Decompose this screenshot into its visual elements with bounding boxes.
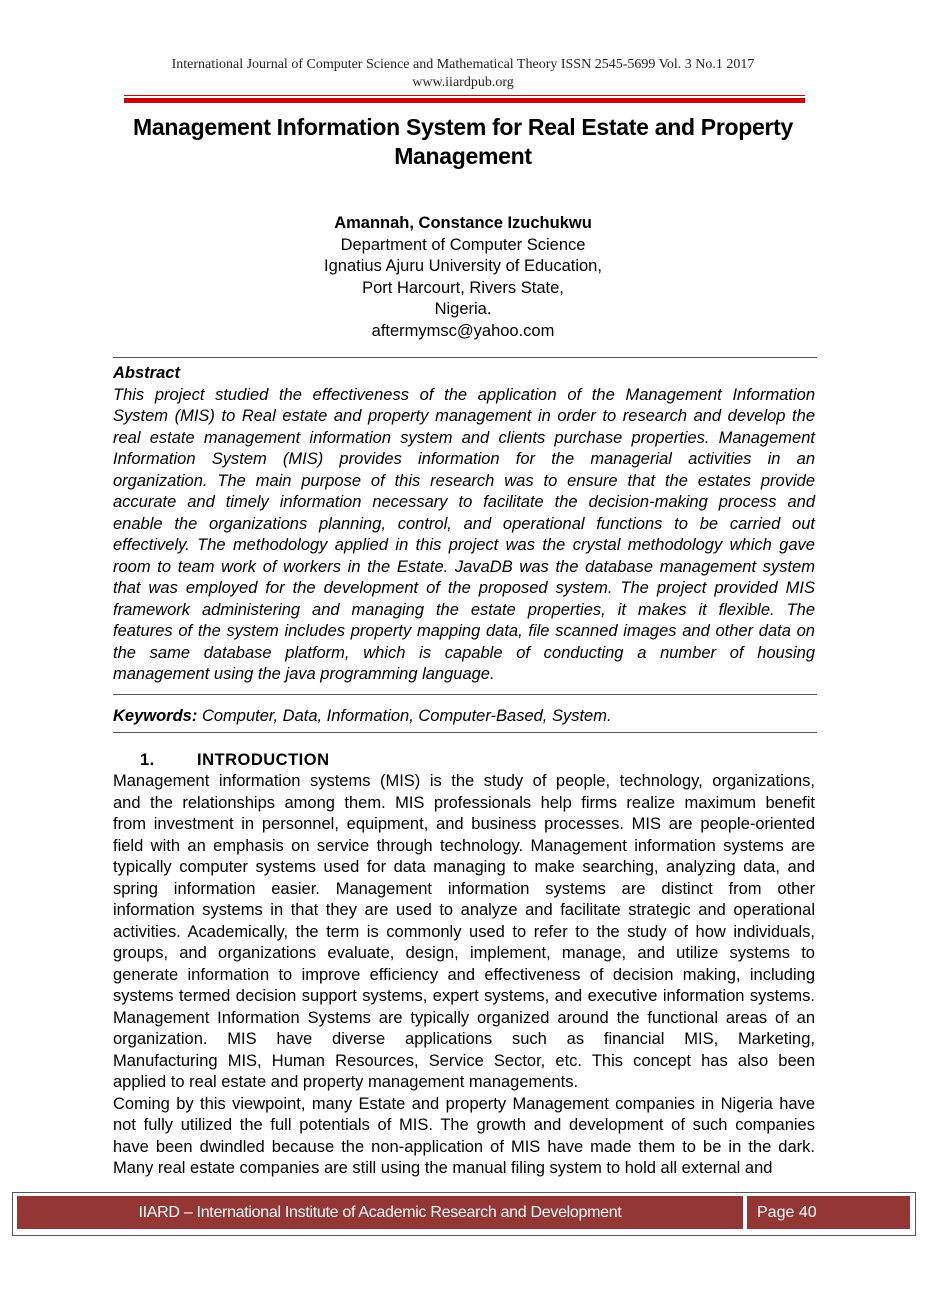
keywords [113,706,815,728]
introduction-body [113,771,815,1180]
text-line: System (MIS) to Real estate and property management in order to research and develop the [113,407,815,425]
text-line: not fully utilized the full potentials of MIS. The growth and development of such companies [113,1116,815,1134]
keywords-rule [113,732,817,733]
text-line: organization. MIS have diverse applications such as financial MIS, Marketing, [113,1030,815,1048]
section-number: 1. [140,751,155,769]
text-line: groups, and organizations evaluate, design, implement, manage, and utilize systems to [113,944,815,962]
text-line: that was employed for the development of the proposed system. The project provided MIS [113,579,815,597]
affiliation-line: Department of Computer Science [340,235,586,254]
text-line: features of the system includes property mapping data, file scanned images and other data on [113,622,815,640]
text-line: information systems in that they are used to analyze and facilitate strategic and operational [113,901,815,919]
text-line: Many real estate companies are still using the manual filing system to hold all external and [113,1159,773,1177]
keywords-label: Keywords: [113,707,198,725]
text-line: generate information to improve efficiency and effectiveness of decision making, including [113,965,815,984]
abstract-top-rule [113,357,817,358]
text-line: Management Information Systems are typically organized around the functional areas of an [113,1008,815,1027]
header-rule-thick [124,98,805,103]
text-line: real estate management information system and clients purchase properties. Management [113,428,815,447]
text-line: This project studied the effectiveness of the application of the Management Information [113,385,815,404]
text-line: have been dwindled because the non-application of MIS have made them to be in the dark. [113,1137,815,1156]
text-line: systems termed decision support systems, expert systems, and executive information systems. [113,987,815,1005]
text-line: and the relationships among them. MIS professionals help firms realize maximum benefit [113,793,815,812]
page-number: Page 40 [757,1204,817,1221]
text-line: accurate and timely information necessary to facilitate the decision-making process and [113,493,815,511]
footer-institute: IIARD – International Institute of Academic Research and Development [17,1196,743,1229]
text-line: enable the organizations planning, control, and operational functions to be carried out [113,514,815,533]
text-line: applied to real estate and property management managements. [113,1073,579,1091]
text-line: activities. Academically, the term is commonly used to refer to the study of how individuals, [113,922,815,941]
text-line: Coming by this viewpoint, many Estate and property Management companies in Nigeria have [113,1094,815,1113]
header-rule-thin [124,95,805,96]
section-title: INTRODUCTION [197,751,330,769]
text-line: Manufacturing MIS, Human Resources, Service Sector, etc. This concept has also been [113,1051,815,1070]
journal-url: www.iiardpub.org [412,75,514,90]
abstract-bottom-rule [113,694,817,695]
affiliation-line: Port Harcourt, Rivers State, [362,278,564,297]
title-line: Management Information System for Real Estate and Property [133,114,793,140]
text-line: Information System (MIS) provides information for the managerial activities in an [113,450,815,468]
section-heading [140,751,330,770]
text-line: from investment in personnel, equipment, and business processes. MIS are people-oriented [113,815,815,833]
abstract-heading: Abstract [113,364,180,382]
text-line: room to team work of workers in the Estate. JavaDB was the database management system [113,557,815,576]
text-line: typically computer systems used for data managing to make searching, analyzing data, and [113,858,815,876]
text-line: effectively. The methodology applied in this project was the crystal methodology which gave [113,536,815,554]
author-email: aftermymsc@yahoo.com [371,321,555,340]
journal-header: International Journal of Computer Science and Mathematical Theory ISSN 2545-5699 Vol. 3 No.1 2017 [171,57,755,72]
text-line: organization. The main purpose of this research was to ensure that the estates provide [113,471,815,490]
author-block [0,213,926,342]
footer-page [747,1196,910,1229]
keywords-text: Computer, Data, Information, Computer-Based, System. [197,707,612,725]
text-line: field with an emphasis on service through technology. Management information systems are [113,836,815,855]
text-line: Management information systems (MIS) is the study of people, technology, organizations, [113,772,815,790]
text-line: management using the java programming language. [113,665,495,683]
abstract-text [113,385,815,686]
text-line: spring information easier. Management information systems are distinct from other [113,879,815,898]
title-line: Management [394,143,532,169]
author-name: Amannah, Constance Izuchukwu [334,214,592,232]
affiliation-line: Nigeria. [434,300,492,318]
abstract [113,363,815,686]
affiliation-line: Ignatius Ajuru University of Education, [324,257,602,275]
paper-title [100,113,826,171]
text-line: the same database platform, which is capable of conducting a number of housing [113,643,815,662]
text-line: framework administering and managing the estate properties, it makes it flexible. The [113,600,815,619]
